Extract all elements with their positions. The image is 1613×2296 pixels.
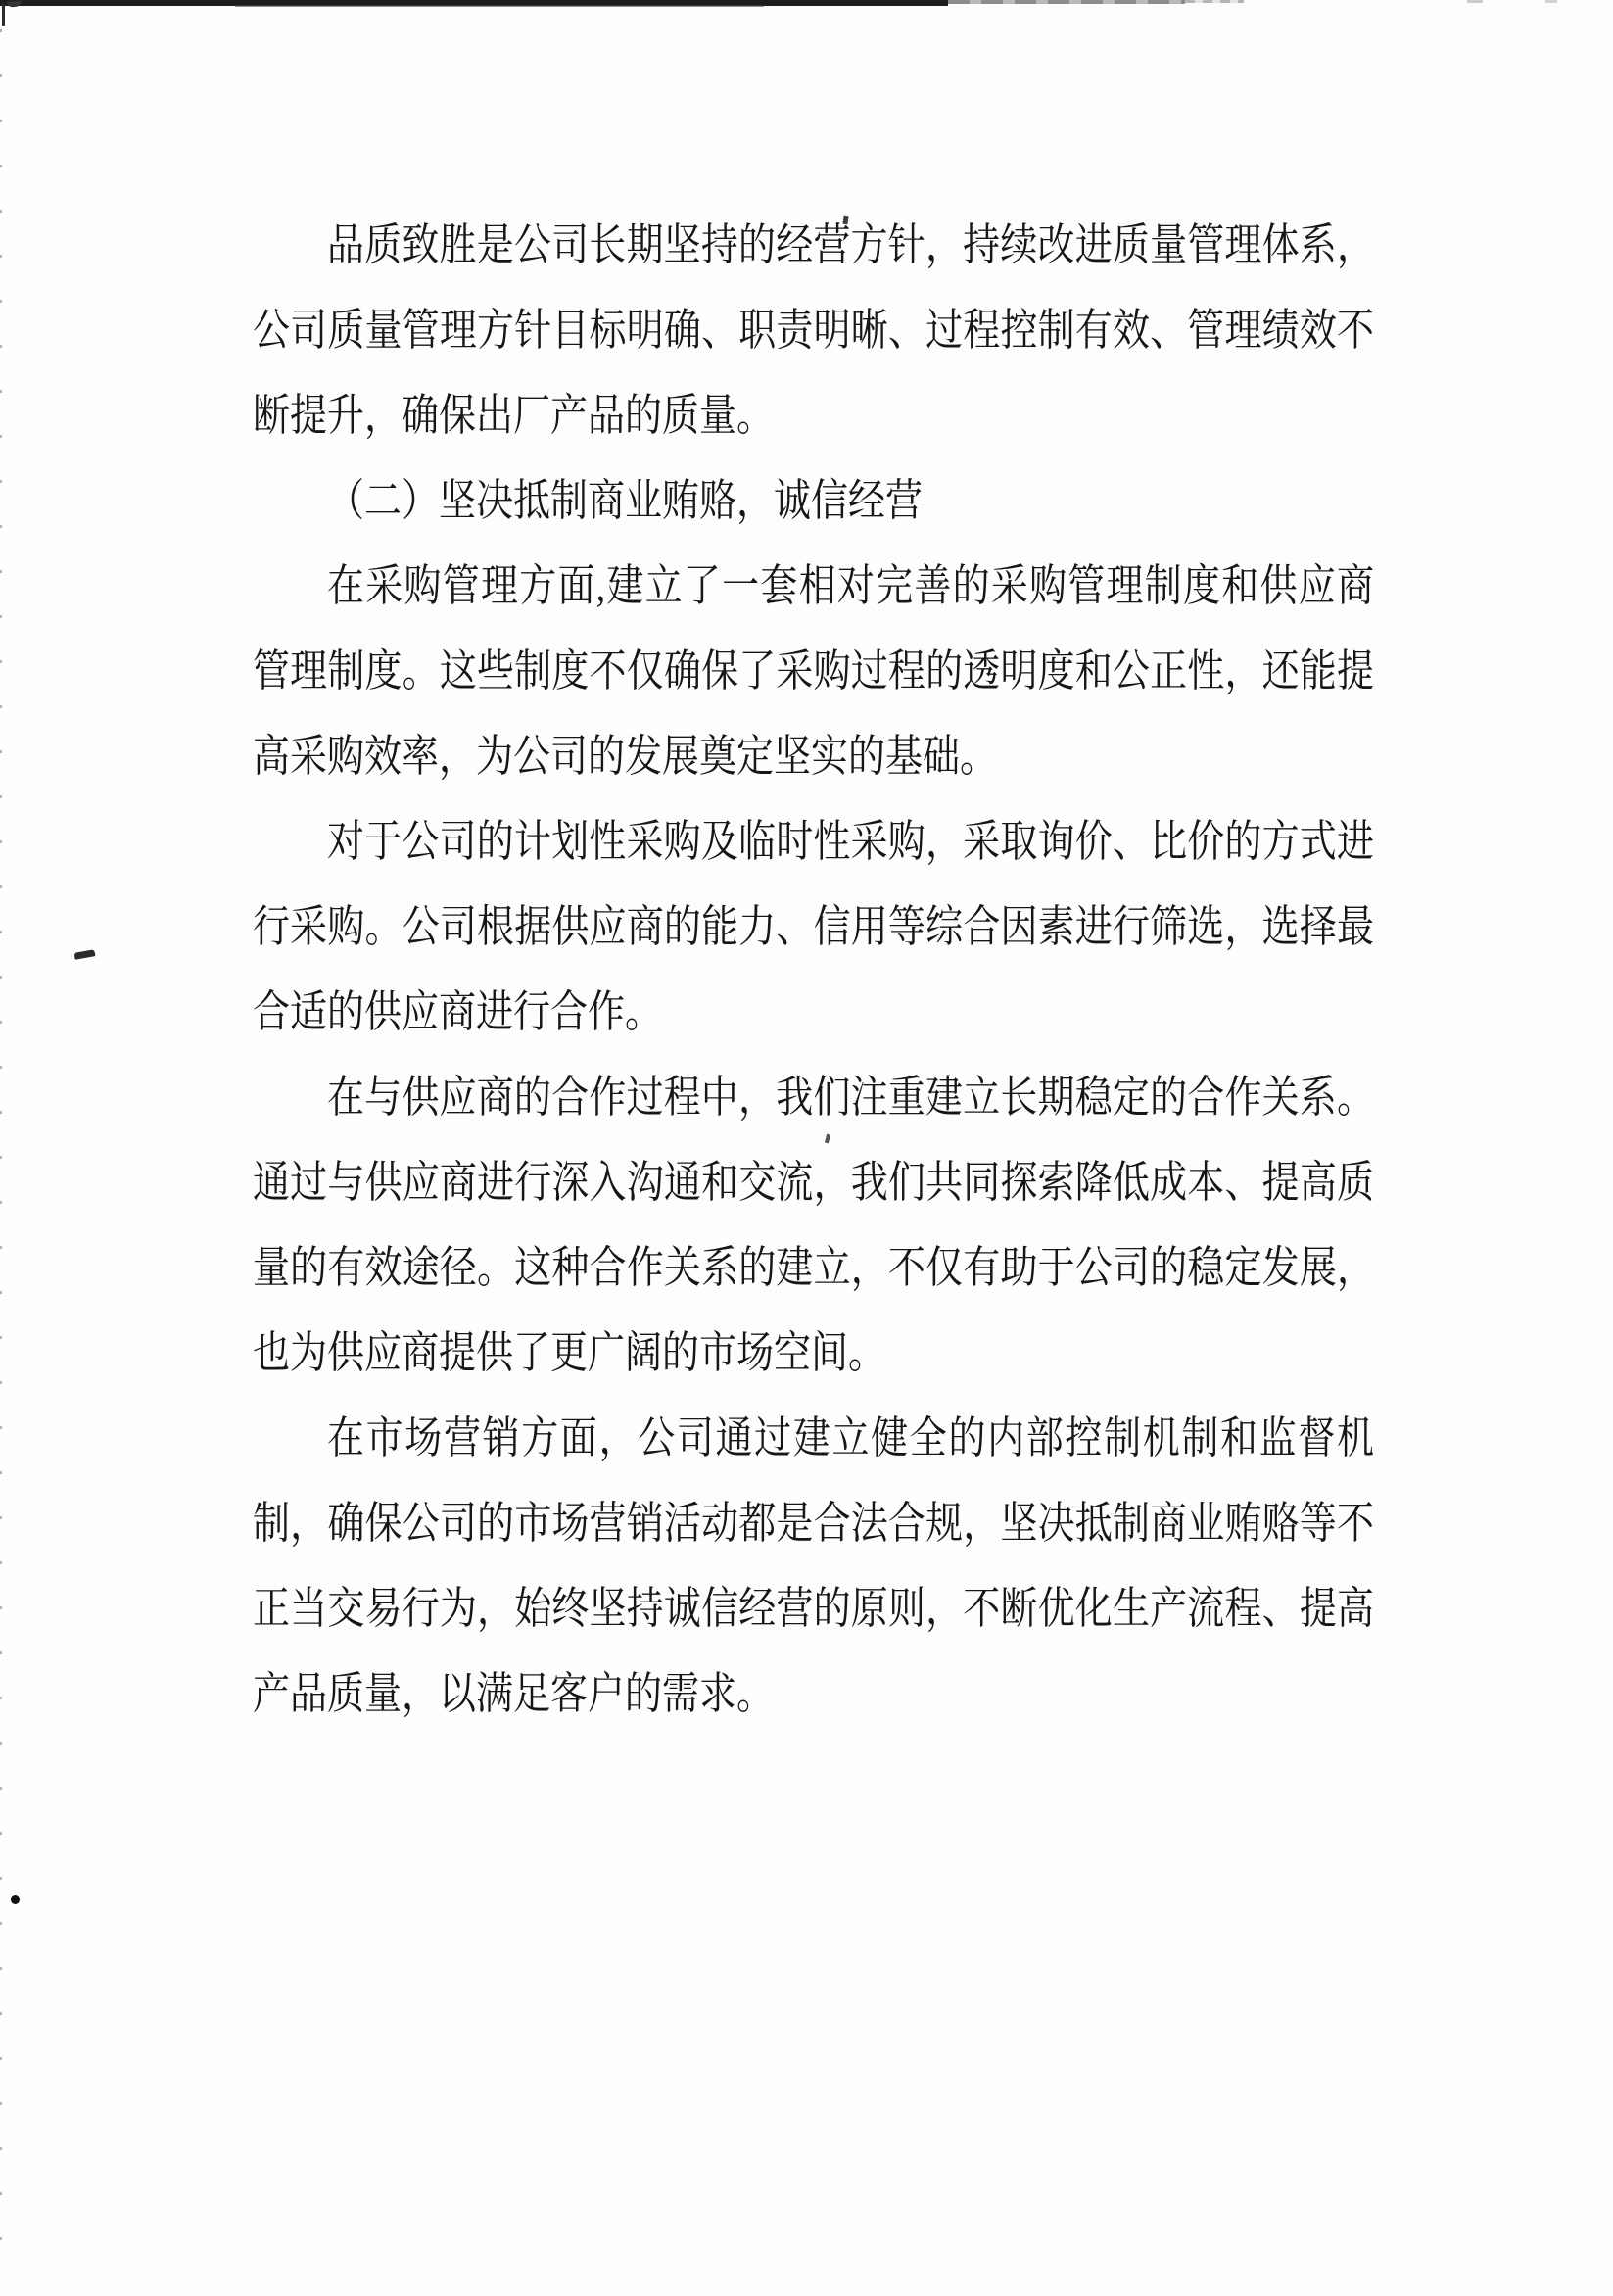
text-line: 量的有效途径。这种合作关系的建立，不仅有助于公司的稳定发展， [253, 1244, 1374, 1293]
scan-artifact-top-band-gray [948, 0, 1185, 4]
scan-artifact-corner-tick [2, 3, 5, 26]
text-line: 也为供应商提供了更广阔的市场空间。 [253, 1329, 886, 1378]
text-line: 行采购。公司根据供应商的能力、信用等综合因素进行筛选，选择最 [253, 903, 1374, 952]
text-line: 正当交易行为，始终坚持诚信经营的原则，不断优化生产流程、提高 [253, 1585, 1374, 1634]
scan-artifact-left-edge-noise [0, 29, 2, 2263]
scan-artifact-left-margin-dash [74, 949, 96, 960]
text-line: 合适的供应商进行合作。 [253, 988, 663, 1037]
scan-artifact-top-band-shadow [235, 5, 764, 7]
text-line: 制，确保公司的市场营销活动都是合法合规，坚决抵制商业贿赂等不 [253, 1500, 1374, 1549]
text-line: 高采购效率，为公司的发展奠定坚实的基础。 [253, 733, 998, 782]
text-line: 公司质量管理方针目标明确、职责明晰、过程控制有效、管理绩效不 [253, 307, 1374, 356]
text-line: 管理制度。这些制度不仅确保了采购过程的透明度和公正性，还能提 [253, 647, 1374, 696]
section-heading: （二）坚决抵制商业贿赂，诚信经营 [327, 477, 924, 526]
text-line: 在与供应商的合作过程中，我们注重建立长期稳定的合作关系。 [327, 1074, 1374, 1123]
text-line: 在采购管理方面,建立了一套相对完善的采购管理制度和供应商 [327, 562, 1374, 611]
text-line: 通过与供应商进行深入沟通和交流，我们共同探索降低成本、提高质 [253, 1159, 1374, 1208]
text-line: 品质致胜是公司长期坚持的经营方针，持续改进质量管理体系， [327, 221, 1374, 270]
text-line: 断提升，确保出厂产品的质量。 [253, 392, 775, 441]
text-line: 在市场营销方面，公司通过建立健全的内部控制机制和监督机 [327, 1414, 1374, 1463]
text-line: 产品质量，以满足客户的需求。 [253, 1670, 775, 1719]
scan-artifact-top-tick-right-1 [1467, 0, 1483, 3]
text-line: 对于公司的计划性采购及临时性采购，采取询价、比价的方式进 [327, 818, 1374, 867]
scan-artifact-top-tick-right-2 [1545, 0, 1557, 3]
scan-artifact-left-margin-dot [11, 1895, 20, 1904]
document-text-block [253, 204, 1374, 1738]
scan-artifact-corner-curl [7, 0, 23, 8]
scan-artifact-top-band-faint [1185, 0, 1244, 3]
